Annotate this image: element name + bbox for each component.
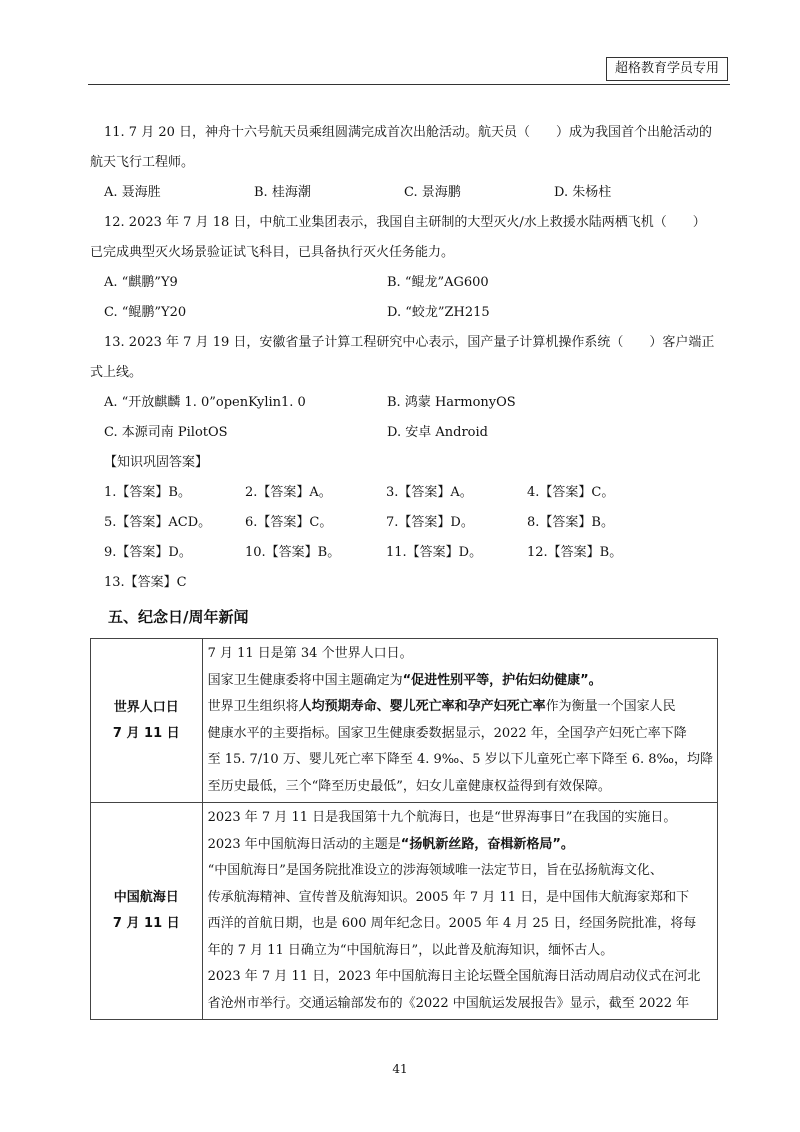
answer-item: 4.【答案】C。 <box>527 485 615 500</box>
row-label-name: 中国航海日 <box>113 890 179 905</box>
body-line: 健康水平的主要指标。国家卫生健康委数据显示，2022 年，全国孕产妇死亡率下降 <box>207 725 687 741</box>
question-13-options <box>90 388 718 448</box>
body-line: 至 15. 7/10 万、婴儿死亡率下降至 4. 9‰、5 岁以下儿童死亡率下降至 6. 8‰，均降 <box>207 752 713 767</box>
answer-item: 5.【答案】ACD。 <box>104 515 212 530</box>
answer-item: 8.【答案】B。 <box>527 515 614 530</box>
question-12-text: 12. 2023 年 7 月 18 日，中航工业集团表示，我国自主研制的大型灭火/水上救援水陆两栖飞机（ ）已完成典型灭火场景验证试飞科目，已具备执行灭火任务能力。 <box>90 215 706 260</box>
row-label <box>91 639 203 803</box>
option: A. “麒鹏”Y9 <box>104 275 178 290</box>
answer-item: 7.【答案】D。 <box>386 515 474 530</box>
option: B. 鸿蒙 HarmonyOS <box>387 395 516 410</box>
section-title: 五、纪念日/周年新闻 <box>108 608 249 626</box>
option: A. “开放麒麟 1. 0”openKylin1. 0 <box>104 395 306 410</box>
answer-item: 3.【答案】A。 <box>386 485 473 500</box>
body-line: 2023 年中国航海日活动的主题是“扬帆新丝路，奋楫新格局”。 <box>207 836 574 852</box>
option: D. 朱杨柱 <box>554 185 612 200</box>
body-line: 国家卫生健康委将中国主题确定为“促进性别平等，护佑妇幼健康”。 <box>207 672 602 688</box>
anniversary-table <box>90 638 718 1020</box>
answer-item: 12.【答案】B。 <box>527 545 623 560</box>
header-rule <box>88 84 730 85</box>
answers-grid <box>90 478 718 598</box>
answer-item: 6.【答案】C。 <box>245 515 333 530</box>
page-number: 41 <box>392 1062 408 1076</box>
answer-item: 2.【答案】A。 <box>245 485 332 500</box>
question-11-text: 11. 7 月 20 日，神舟十六号航天员乘组圆满完成首次出舱活动。航天员（ ）成为我国首个出舱活动的航天飞行工程师。 <box>90 125 713 170</box>
row-body <box>202 639 717 803</box>
question-13-text: 13. 2023 年 7 月 19 日，安徽省量子计算工程研究中心表示，国产量子计算机操作系统（ ）客户端正式上线。 <box>90 335 715 380</box>
row-label-date: 7 月 11 日 <box>112 916 180 931</box>
option: B. “鲲龙”AG600 <box>387 275 489 290</box>
answer-item: 13.【答案】C <box>104 575 187 590</box>
answer-item: 11.【答案】D。 <box>386 545 483 560</box>
body-line: “中国航海日”是国务院批准设立的涉海领域唯一法定节日，旨在弘扬航海文化、 <box>207 863 663 878</box>
body-line: 西洋的首航日期，也是 600 周年纪念日。2005 年 4 月 25 日，经国务院批准，将每 <box>207 916 697 931</box>
option: C. “鲲鹏”Y20 <box>104 305 187 320</box>
table-row <box>91 803 718 1020</box>
body-line: 年的 7 月 11 日确立为“中国航海日”，以此普及航海知识，缅怀古人。 <box>207 942 614 958</box>
question-11-options <box>90 178 718 208</box>
body-line: 世界卫生组织将人均预期寿命、婴儿死亡率和孕产妇死亡率作为衡量一个国家人民 <box>207 699 676 714</box>
table-row <box>91 639 718 803</box>
body-line: 2023 年 7 月 11 日是我国第十九个航海日，也是“世界海事日”在我国的实施日。 <box>207 810 677 825</box>
row-label-name: 世界人口日 <box>113 699 179 715</box>
body-line: 省沧州市举行。交通运输部发布的《2022 中国航运发展报告》显示，截至 2022 年 <box>207 995 690 1011</box>
header-tag: 超格教育学员专用 <box>606 57 728 81</box>
answers-title: 【知识巩固答案】 <box>104 455 209 470</box>
body-line: 7 月 11 日是第 34 个世界人口日。 <box>207 646 413 661</box>
option: B. 桂海潮 <box>254 185 311 200</box>
page-content <box>90 118 718 1020</box>
answer-item: 10.【答案】B。 <box>245 545 341 560</box>
option: C. 景海鹏 <box>404 185 461 200</box>
option: A. 聂海胜 <box>104 185 161 200</box>
question-12-options <box>90 268 718 328</box>
option: C. 本源司南 PilotOS <box>104 425 228 440</box>
row-label-date: 7 月 11 日 <box>112 725 180 741</box>
row-body <box>202 803 717 1020</box>
body-line: 传承航海精神、宣传普及航海知识。2005 年 7 月 11 日，是中国伟大航海家郑和下 <box>207 889 690 905</box>
option: D. “蛟龙”ZH215 <box>387 305 490 320</box>
answer-item: 9.【答案】D。 <box>104 545 192 560</box>
answer-item: 1.【答案】B。 <box>104 485 191 500</box>
body-line: 2023 年 7 月 11 日，2023 年中国航海日主论坛暨全国航海日活动周启动仪式在河北 <box>207 969 701 984</box>
body-line: 至历史最低，三个“降至历史最低”，妇女儿童健康权益得到有效保障。 <box>207 778 611 794</box>
option: D. 安卓 Android <box>387 425 488 440</box>
row-label <box>91 803 203 1020</box>
